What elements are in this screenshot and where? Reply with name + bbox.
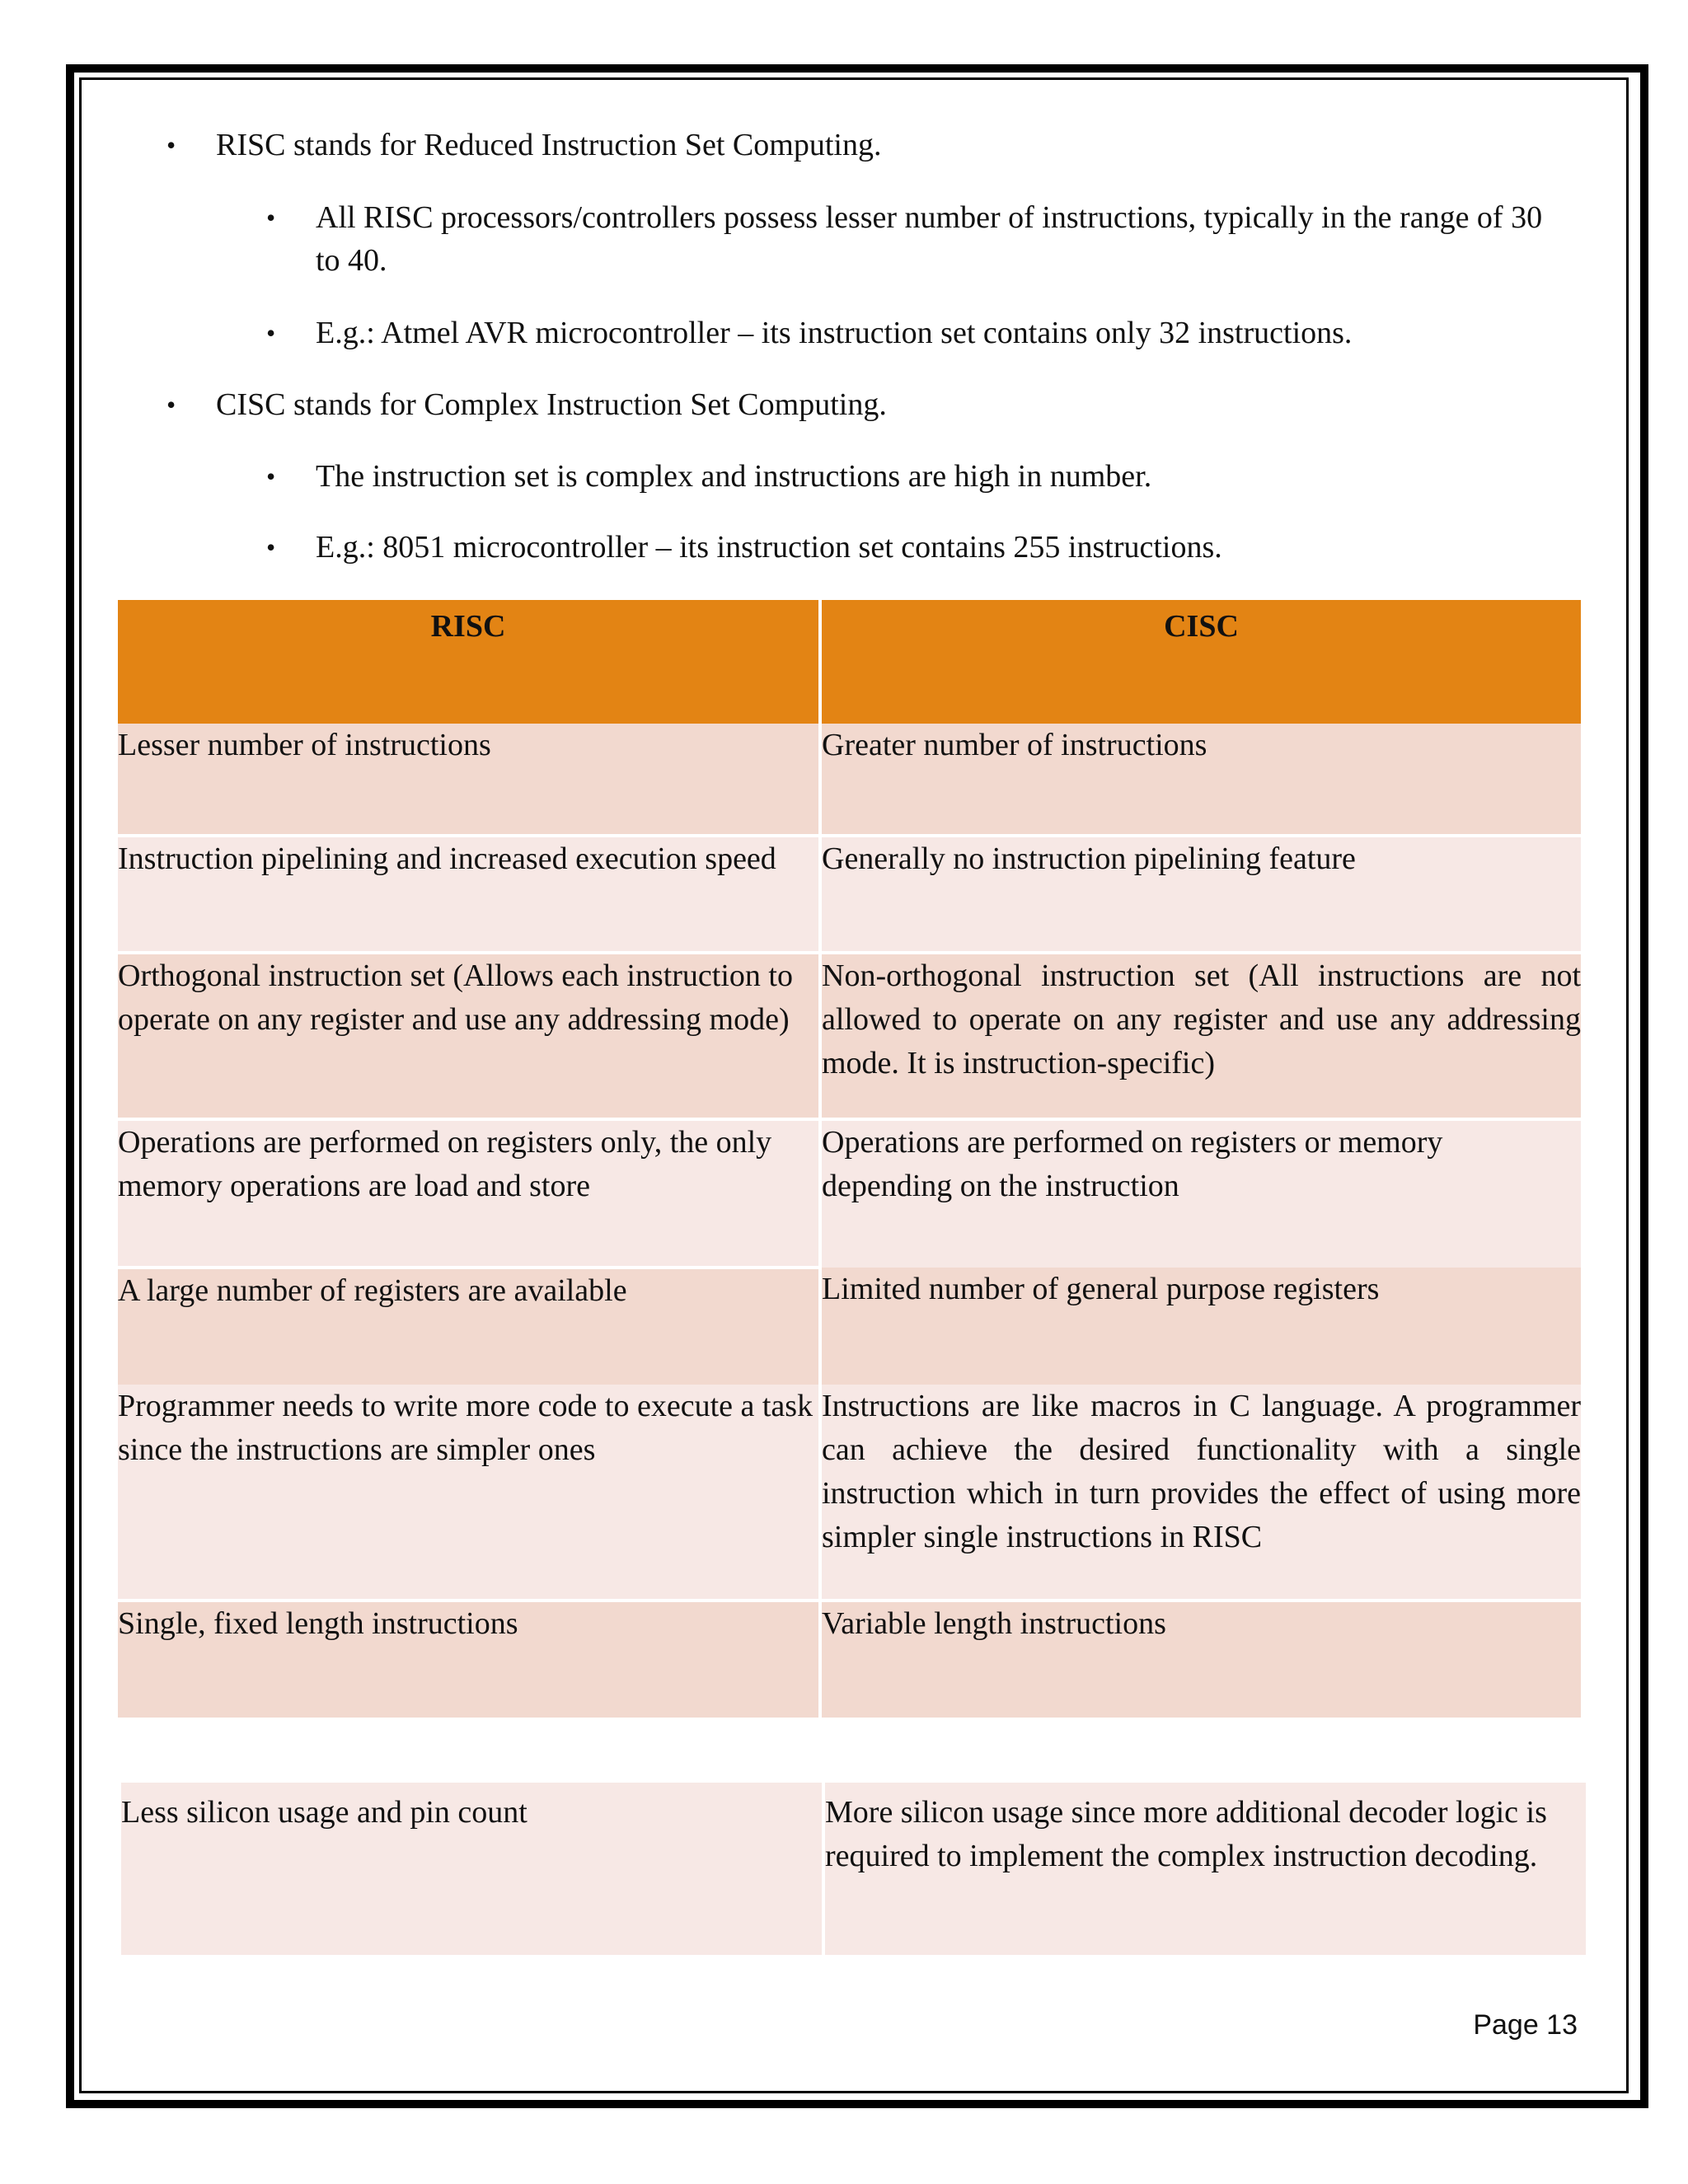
risc-cell: Operations are performed on registers only, the only memory operations are load and store [118,1119,820,1268]
table-row [118,1385,1581,1601]
bullet-dot: • [266,532,276,562]
bullet-risc-definition [166,124,1568,166]
header-risc: RISC [118,600,820,724]
bullet-dot: • [166,390,176,419]
header-cisc: CISC [820,600,1581,724]
bullet-risc-point-1 [266,196,1568,282]
bullet-dot: • [266,203,276,232]
risc-cisc-comparison-table [118,600,1581,1718]
cisc-definition-text: CISC stands for Complex Instruction Set Computing. [216,387,887,422]
table-row [121,1783,1586,1955]
risc-point-2-text: E.g.: Atmel AVR microcontroller – its instruction set contains only 32 instructions. [316,316,1353,350]
table-header-row [118,600,1581,724]
bullet-cisc-point-1 [266,455,1568,498]
bullet-dot: • [166,130,176,160]
page-number: Page 13 [1473,2009,1578,2041]
cisc-cell: Instructions are like macros in C language. A programmer can achieve the desired functionality with a single instruction which in turn provides the effect of using more simpler single instructions in RISC [820,1385,1581,1601]
risc-cisc-extra-row-table [121,1783,1586,1955]
table-row [118,724,1581,836]
cisc-cell: Non-orthogonal instruction set (All instructions are not allowed to operate on any register and use any addressing mode. It is instruction-specific) [820,953,1581,1119]
risc-point-1-text: All RISC processors/controllers possess lesser number of instructions, typically in the range of 30 to 40. [316,200,1543,278]
table-row [118,1119,1581,1268]
risc-cell: Orthogonal instruction set (Allows each instruction to operate on any register and use any addressing mode) [118,953,820,1119]
bullet-dot: • [266,318,276,348]
cisc-cell: Variable length instructions [820,1601,1581,1718]
cisc-cell: More silicon usage since more additional decoder logic is required to implement the complex instruction decoding. [823,1783,1586,1955]
bullet-cisc-definition [166,383,1568,426]
cisc-point-1-text: The instruction set is complex and instructions are high in number. [316,459,1152,494]
cisc-cell: Generally no instruction pipelining feature [820,836,1581,953]
risc-cell: Programmer needs to write more code to execute a task since the instructions are simpler ones [118,1385,820,1601]
cisc-point-2-text: E.g.: 8051 microcontroller – its instruction set contains 255 instructions. [316,530,1222,565]
risc-cell: Instruction pipelining and increased execution speed [118,836,820,953]
cisc-cell: Greater number of instructions [820,724,1581,836]
risc-cell: Lesser number of instructions [118,724,820,836]
bullet-cisc-point-2 [266,526,1568,569]
risc-cell: A large number of registers are available [118,1268,820,1385]
risc-cell: Single, fixed length instructions [118,1601,820,1718]
table-row [118,953,1581,1119]
bullet-risc-point-2 [266,312,1568,354]
bullet-dot: • [266,462,276,491]
table-row [118,836,1581,953]
table-row [118,1268,1581,1385]
table-row [118,1601,1581,1718]
risc-definition-text: RISC stands for Reduced Instruction Set Computing. [216,128,882,162]
cisc-cell: Limited number of general purpose registers [820,1268,1581,1385]
risc-cell: Less silicon usage and pin count [121,1783,823,1955]
cisc-cell: Operations are performed on registers or memory depending on the instruction [820,1119,1581,1268]
